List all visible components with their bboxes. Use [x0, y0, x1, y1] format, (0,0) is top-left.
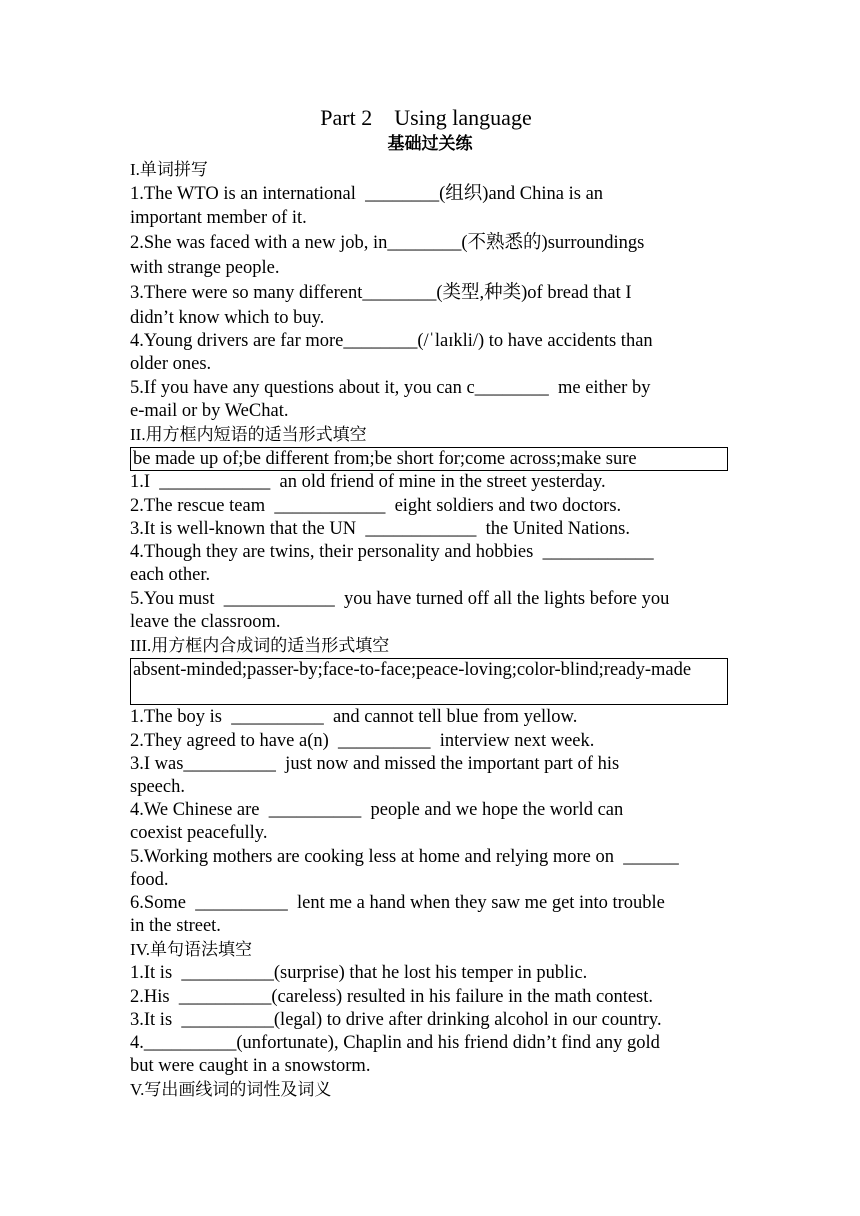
question-line: 3.It is __________(legal) to drive after drinking alcohol in our country. — [130, 1010, 662, 1030]
question-line: 3.It is well-known that the UN ____________ the United Nations. — [130, 519, 630, 539]
question-line: 3.I was__________ just now and missed the important part of his — [130, 754, 620, 774]
question-line: 5.If you have any questions about it, you can c________ me either by — [130, 378, 651, 398]
question-line: but were caught in a snowstorm. — [130, 1056, 371, 1076]
page-title: Part 2 Using language — [320, 105, 532, 130]
question-line: with strange people. — [130, 258, 280, 278]
question-line: 2.She was faced with a new job, in________(不熟悉的)surroundings — [130, 233, 645, 253]
question-line: 1.The WTO is an international ________(组织)and China is an — [130, 184, 604, 204]
question-line: in the street. — [130, 916, 221, 936]
question-line: 1.The boy is __________ and cannot tell blue from yellow. — [130, 707, 578, 727]
question-line: 1.It is __________(surprise) that he lost his temper in public. — [130, 963, 588, 983]
section-heading: III.用方框内合成词的适当形式填空 — [130, 636, 390, 655]
page-subtitle: 基础过关练 — [387, 134, 473, 154]
question-line: 4.Young drivers are far more________(/ˈlaɪkli/) to have accidents than — [130, 331, 653, 351]
question-line: 3.There were so many different________(类型,种类)of bread that I — [130, 283, 632, 303]
question-line: leave the classroom. — [130, 612, 281, 632]
question-line: 2.His __________(careless) resulted in his failure in the math contest. — [130, 987, 654, 1007]
question-line: speech. — [130, 777, 185, 797]
phrase-box: be made up of;be different from;be short for;come across;make sure — [130, 447, 728, 471]
section-heading: II.用方框内短语的适当形式填空 — [130, 425, 367, 444]
question-line: 6.Some __________ lent me a hand when they saw me get into trouble — [130, 893, 665, 913]
question-line: coexist peacefully. — [130, 823, 268, 843]
question-line: 4.Though they are twins, their personality and hobbies ____________ — [130, 542, 654, 562]
question-line: each other. — [130, 565, 211, 585]
question-line: 2.They agreed to have a(n) __________ interview next week. — [130, 731, 595, 751]
section-heading: IV.单句语法填空 — [130, 940, 252, 959]
question-line: 4.We Chinese are __________ people and we hope the world can — [130, 800, 624, 820]
question-line: didn’t know which to buy. — [130, 308, 325, 328]
question-line: older ones. — [130, 354, 212, 374]
question-line: 2.The rescue team ____________ eight soldiers and two doctors. — [130, 496, 622, 516]
compound-word-box: absent-minded;passer-by;face-to-face;peace-loving;color-blind;ready-made — [130, 658, 728, 705]
section-heading: I.单词拼写 — [130, 160, 208, 179]
question-line: 1.I ____________ an old friend of mine in the street yesterday. — [130, 472, 606, 492]
question-line: food. — [130, 870, 169, 890]
question-line: e-mail or by WeChat. — [130, 401, 289, 421]
question-line: important member of it. — [130, 208, 307, 228]
question-line: 5.You must ____________ you have turned off all the lights before you — [130, 589, 670, 609]
question-line: 5.Working mothers are cooking less at home and relying more on ______ — [130, 847, 679, 867]
section-heading: V.写出画线词的词性及词义 — [130, 1080, 332, 1099]
question-line: 4.__________(unfortunate), Chaplin and his friend didn’t find any gold — [130, 1033, 660, 1053]
